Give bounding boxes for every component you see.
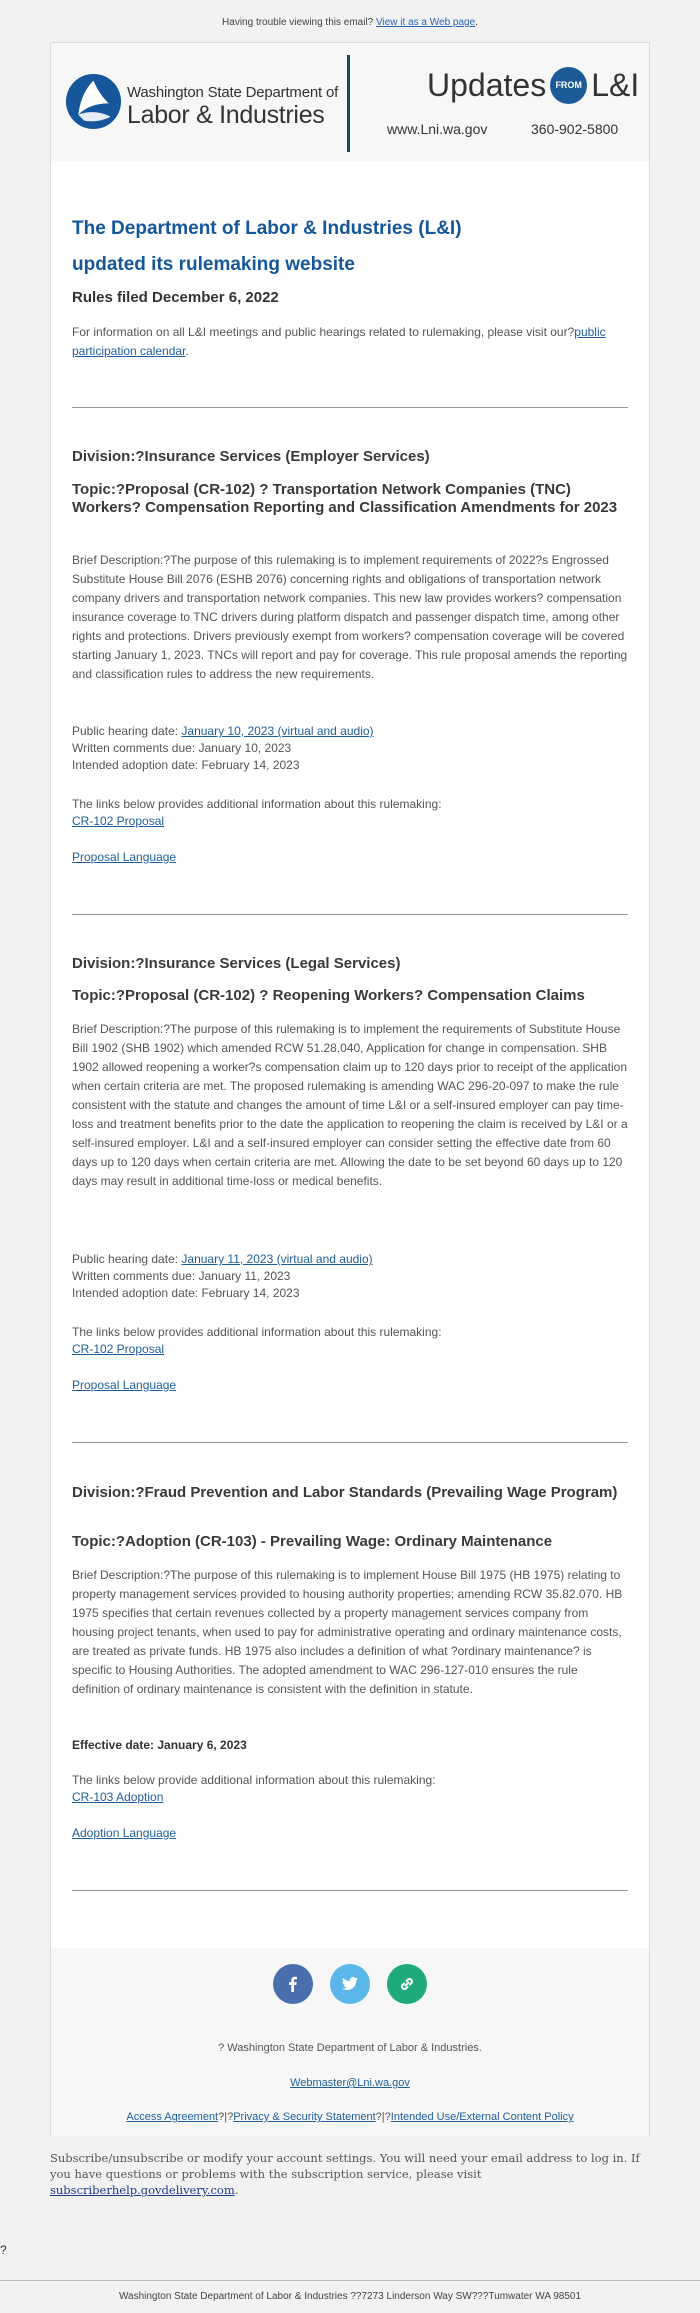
updates-from-lni [427,63,639,107]
page-title-line2: updated its rulemaking website [72,254,355,275]
separator: ?|? [375,2111,391,2123]
links-block [72,1772,628,1806]
email-header [51,43,649,161]
hearing-label: Public hearing date: [72,1252,182,1266]
webmaster-email-link[interactable]: Webmaster@Lni.wa.gov [290,2077,410,2089]
hearing-date [72,1251,628,1268]
intro-info-end: . [185,344,189,358]
links-intro: The links below provide additional information about this rulemaking: [72,1773,436,1787]
topic-title: Topic:?Proposal (CR-102) ? Reopening Workers? Compensation Claims [72,987,585,1004]
comments-due: Written comments due: January 10, 2023 [72,741,292,755]
comments-due: Written comments due: January 11, 2023 [72,1269,291,1283]
divider [72,1442,628,1443]
proposal-language-row [72,849,628,866]
proposal-language-row [72,1377,628,1394]
updates-word: Updates [427,66,547,103]
from-badge: FROM [550,67,587,104]
hearing-info [72,723,628,774]
description: Brief Description:?The purpose of this rulemaking is to implement the requirements of Substitute House Bill 1902 (SHB 1902) which amended RCW 51.28.040, Application for change in compensation. SHB 1902 allowed reopening a worker?s compensation claim up to 120 days prior to receipt of the application when certain criteria are met. The proposed rulemaking is amending WAC 296-20-097 to make the rule consistent with the statute and changes the amount of time L&I or a self-insured employer can pay time-loss and treatment benefits prior to the date the application to reopening the claim is received by L&I or a self-insured employer. L&I and a self-insured employer can consider setting the effective date from 60 days up to 120 days when certain criteria are met. Allowing the date to be set beyond 60 days up to 120 days may result in additional time-loss or medical benefits. [72,1022,628,1188]
topic-title: Topic:?Adoption (CR-103) - Prevailing Wage: Ordinary Maintenance [72,1533,553,1550]
page-title-line1: The Department of Labor & Industries (L&I) [72,218,462,239]
divider [72,407,628,408]
links-block [72,796,628,830]
hearing-link[interactable]: January 10, 2023 (virtual and audio) [181,724,374,738]
facebook-icon[interactable] [273,1964,313,2004]
adoption-language-row [72,1825,628,1842]
access-agreement-link[interactable]: Access Agreement [126,2111,219,2123]
share-link-icon[interactable] [387,1964,427,2004]
logo-text-line2: Labor & Industries [127,101,325,129]
cr102-proposal-link[interactable]: CR-102 Proposal [72,1342,165,1356]
proposal-language-link[interactable]: Proposal Language [72,850,177,864]
postal-address: Washington State Department of Labor & Industries ??7273 Linderson Way SW???Tumwater WA 98501 [118,2291,582,2302]
division-title: Division:?Fraud Prevention and Labor Standards (Prevailing Wage Program) [72,1484,618,1501]
site-url: www.Lni.wa.gov [387,121,488,137]
hearing-link[interactable]: January 11, 2023 (virtual and audio) [181,1252,373,1266]
lni-word: L&I [591,66,640,103]
description: Brief Description:?The purpose of this rulemaking is to implement requirements of 2022?s Engrossed Substitute House Bill 2076 (ESHB 2076) concerning rights and obligations of transportation network company drivers and transportation network companies. This new law provides workers? compensation insurance coverage to TNC drivers during platform dispatch and passenger dispatch time, among other rights and protections. Drivers previously exempt from workers? compensation coverage will be covered starting January 1, 2023. TNCs will report and pay for coverage. This rule proposal amends the reporting and classification rules to address the new requirements. [72,553,628,681]
email-footer [51,2020,649,2136]
web-view-link[interactable]: View it as a Web page [376,17,476,28]
divider [72,914,628,915]
web-view-text: Having trouble viewing this email? [222,17,377,28]
intro [72,211,628,283]
cr102-proposal-link[interactable]: CR-102 Proposal [72,814,165,828]
hearing-date [72,723,628,740]
division-title: Division:?Insurance Services (Employer Services) [72,448,430,465]
phone-number: 360-902-5800 [531,121,619,137]
links-intro: The links below provides additional information about this rulemaking: [72,797,442,811]
effective-date: Effective date: January 6, 2023 [72,1738,247,1752]
adoption-language-link[interactable]: Adoption Language [72,1826,177,1840]
lni-logo-icon [65,73,122,130]
subscriber-help-link[interactable]: subscriberhelp.govdelivery.com [50,2183,235,2197]
cr103-adoption-link[interactable]: CR-103 Adoption [72,1790,164,1804]
divider [72,1890,628,1891]
topic-title: Topic:?Proposal (CR-102) ? Transportation Network Companies (TNC) Workers? Compensation Reporting and Classification Amendments for 2023 [72,481,618,516]
links-block [72,1324,628,1358]
subscription-end: . [234,2183,239,2197]
hearing-label: Public hearing date: [72,724,182,738]
proposal-language-link[interactable]: Proposal Language [72,1378,177,1392]
public-participation-link[interactable]: public participation calendar [72,325,606,358]
hearing-info [72,1251,628,1302]
intro-info [72,323,628,361]
email-card [50,42,650,2136]
stray-mark: ? [0,2243,7,2257]
separator: ?|? [218,2111,234,2123]
webmaster-row [51,2077,649,2089]
header-divider [347,55,350,152]
privacy-statement-link[interactable]: Privacy & Security Statement [233,2111,376,2123]
web-view-end: . [475,17,478,28]
twitter-icon[interactable] [330,1964,370,2004]
subscription-notice [50,2150,650,2198]
division-title: Division:?Insurance Services (Legal Services) [72,955,401,972]
social-links [51,1948,649,2020]
adoption-date: Intended adoption date: February 14, 2023 [72,758,300,772]
rules-filed: Rules filed December 6, 2022 [72,289,279,306]
bottom-divider [0,2280,700,2281]
policy-links [51,2111,649,2123]
adoption-date: Intended adoption date: February 14, 2023 [72,1286,300,1300]
subscription-text: Subscribe/unsubscribe or modify your account settings. You will need your email address to log in. If you have questions or problems with the subscription service, please visit [50,2151,640,2181]
intended-use-link[interactable]: Intended Use/External Content Policy [390,2111,574,2123]
links-intro: The links below provides additional information about this rulemaking: [72,1325,442,1339]
copyright: ? Washington State Department of Labor & Industries. [218,2042,482,2054]
description: Brief Description:?The purpose of this rulemaking is to implement House Bill 1975 (HB 1975) relating to property management services provided to housing authority properties; amending RCW 35.82.070. HB 1975 specifies that certain revenues collected by a property management services company from housing project tenants, when used to pay for administrative operating and ordinary maintenance costs, are treated as private funds. HB 1975 also includes a definition of what ?ordinary maintenance? is specific to Housing Authorities. The adopted amendment to WAC 296-127-010 ensures the rule definition of ordinary maintenance is consistent with the definition in statute. [72,1568,623,1696]
web-view-notice [0,0,700,44]
intro-info-text: For information on all L&I meetings and public hearings related to rulemaking, please visit our? [72,325,575,339]
logo-text-line1: Washington State Department of [127,84,339,101]
